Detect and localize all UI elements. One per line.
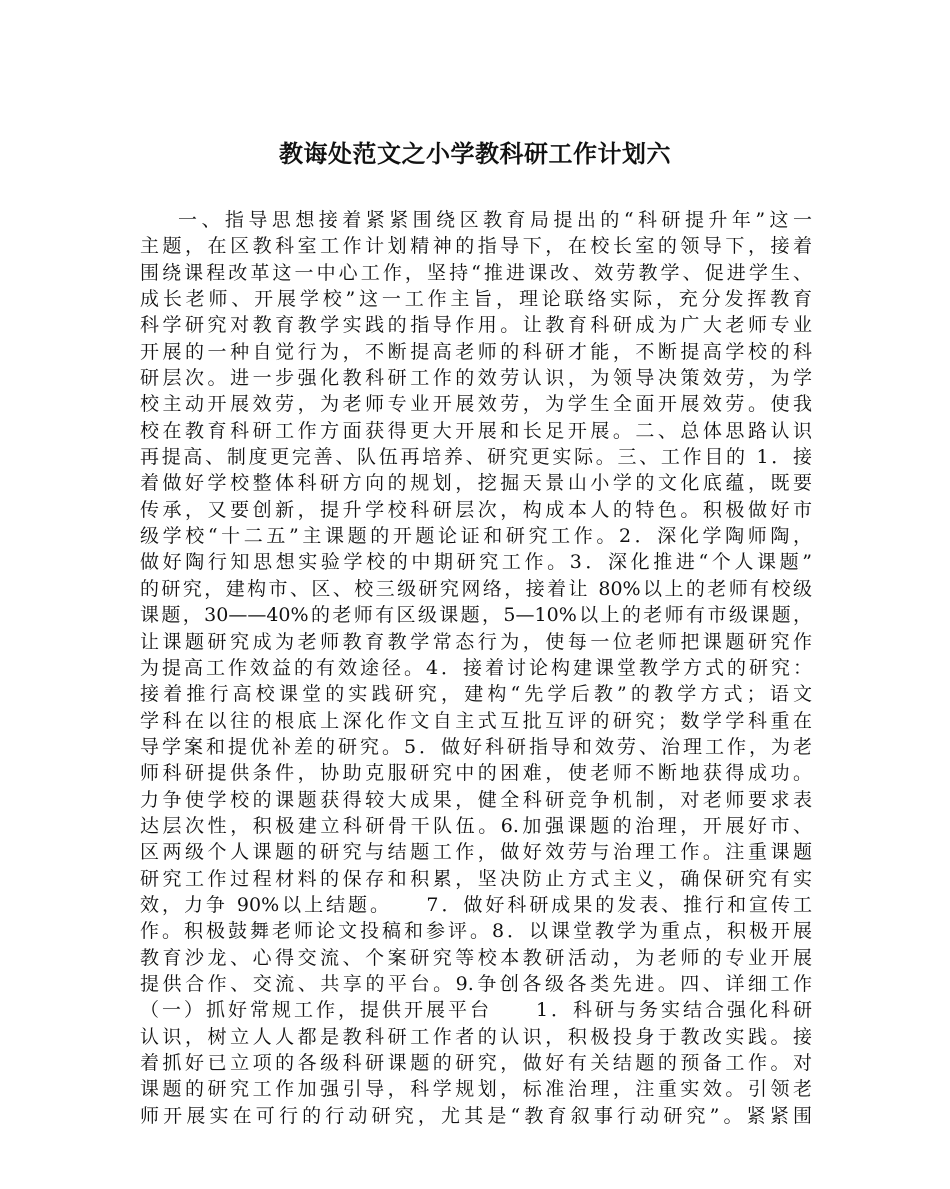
- body-text-line: 导学案和提优补差的研究。5．做好科研指导和效劳、治理工作，为老: [140, 735, 812, 758]
- body-text-line: 师开展实在可行的行动研究，尤其是“教育叙事行动研究”。紧紧围: [140, 1104, 812, 1127]
- body-text-line: 围绕课程改革这一中心工作，坚持“推进课改、效劳教学、促进学生、: [140, 261, 812, 284]
- body-text-line: 主题，在区教科室工作计划精神的指导下，在校长室的领导下，接着: [140, 235, 812, 258]
- body-text-line: 学科在以往的根底上深化作文自主式互批互评的研究；数学学科重在: [140, 709, 812, 732]
- body-text-line: 着做好学校整体科研方向的规划，挖掘天景山小学的文化底蕴，既要: [140, 472, 812, 495]
- body-text-line: 做好陶行知思想实验学校的中期研究工作。3．深化推进“个人课题”: [140, 551, 812, 574]
- body-text-line: 再提高、制度更完善、队伍再培养、研究更实际。三、工作目的 1．接: [140, 446, 812, 469]
- body-text-line: 成长老师、开展学校”这一工作主旨，理论联络实际，充分发挥教育: [140, 288, 812, 311]
- body-text-line: 区两级个人课题的研究与结题工作，做好效劳与治理工作。注重课题: [140, 841, 812, 864]
- body-text-line: 达层次性，积极建立科研骨干队伍。6.加强课题的治理，开展好市、: [140, 814, 812, 837]
- body-text-line: 认识，树立人人都是教科研工作者的认识，积极投身于教改实践。接: [140, 1025, 812, 1048]
- body-text-line: 为提高工作效益的有效途径。4．接着讨论构建课堂教学方式的研究：: [140, 656, 812, 679]
- body-text-line: 传承，又要创新，提升学校科研层次，构成本人的特色。积极做好市: [140, 498, 812, 521]
- body-text-line: 研究工作过程材料的保存和积累，坚决防止方式主义，确保研究有实: [140, 867, 812, 890]
- body-text-line: 让课题研究成为老师教育教学常态行为，使每一位老师把课题研究作: [140, 630, 812, 653]
- body-text-line: 校主动开展效劳，为老师专业开展效劳，为学生全面开展效劳。使我: [140, 393, 812, 416]
- body-text-line: 提供合作、交流、共享的平台。9.争创各级各类先进。四、详细工作: [140, 972, 812, 995]
- document-body: [140, 207, 812, 1129]
- body-text-line: 科学研究对教育教学实践的指导作用。让教育科研成为广大老师专业: [140, 314, 812, 337]
- body-text-line: 研层次。进一步强化教科研工作的效劳认识，为领导决策效劳，为学: [140, 367, 812, 390]
- body-text-line: 作。积极鼓舞老师论文投稿和参评。8．以课堂教学为重点，积极开展: [140, 920, 812, 943]
- body-text-line: 开展的一种自觉行为，不断提高老师的科研才能，不断提高学校的科: [140, 340, 812, 363]
- body-text-line: 师科研提供条件，协助克服研究中的困难，使老师不断地获得成功。: [140, 762, 812, 785]
- body-text-line: 课题，30——40%的老师有区级课题，5—10%以上的老师有市级课题，: [140, 604, 812, 627]
- body-text-line: 着抓好已立项的各级科研课题的研究，做好有关结题的预备工作。对: [140, 1052, 812, 1074]
- body-text-line: 校在教育科研工作方面获得更大开展和长足开展。二、总体思路认识: [140, 419, 812, 442]
- body-text-line: 教育沙龙、心得交流、个案研究等校本教研活动，为老师的专业开展: [140, 946, 812, 969]
- body-text-line: 力争使学校的课题获得较大成果，健全科研竞争机制，对老师要求表: [140, 788, 812, 811]
- body-text-line: 接着推行高校课堂的实践研究，建构“先学后教”的教学方式；语文: [140, 683, 812, 706]
- body-text-line: 课题的研究工作加强引导，科学规划，标准治理，注重实效。引领老: [140, 1078, 812, 1101]
- body-text-line: 一、指导思想接着紧紧围绕区教育局提出的“科研提升年”这一: [178, 209, 812, 231]
- document-title: 教诲处范文之小学教科研工作计划六: [279, 140, 671, 168]
- body-text-line: 的研究，建构市、区、校三级研究网络，接着让 80%以上的老师有校级: [140, 577, 812, 600]
- body-text-line: （一）抓好常规工作，提供开展平台 1．科研与务实结合强化科研: [140, 999, 812, 1022]
- body-text-line: 效，力争 90%以上结题。 7．做好科研成果的发表、推行和宣传工: [140, 893, 812, 916]
- body-text-line: 级学校“十二五”主课题的开题论证和研究工作。2．深化学陶师陶，: [140, 525, 812, 548]
